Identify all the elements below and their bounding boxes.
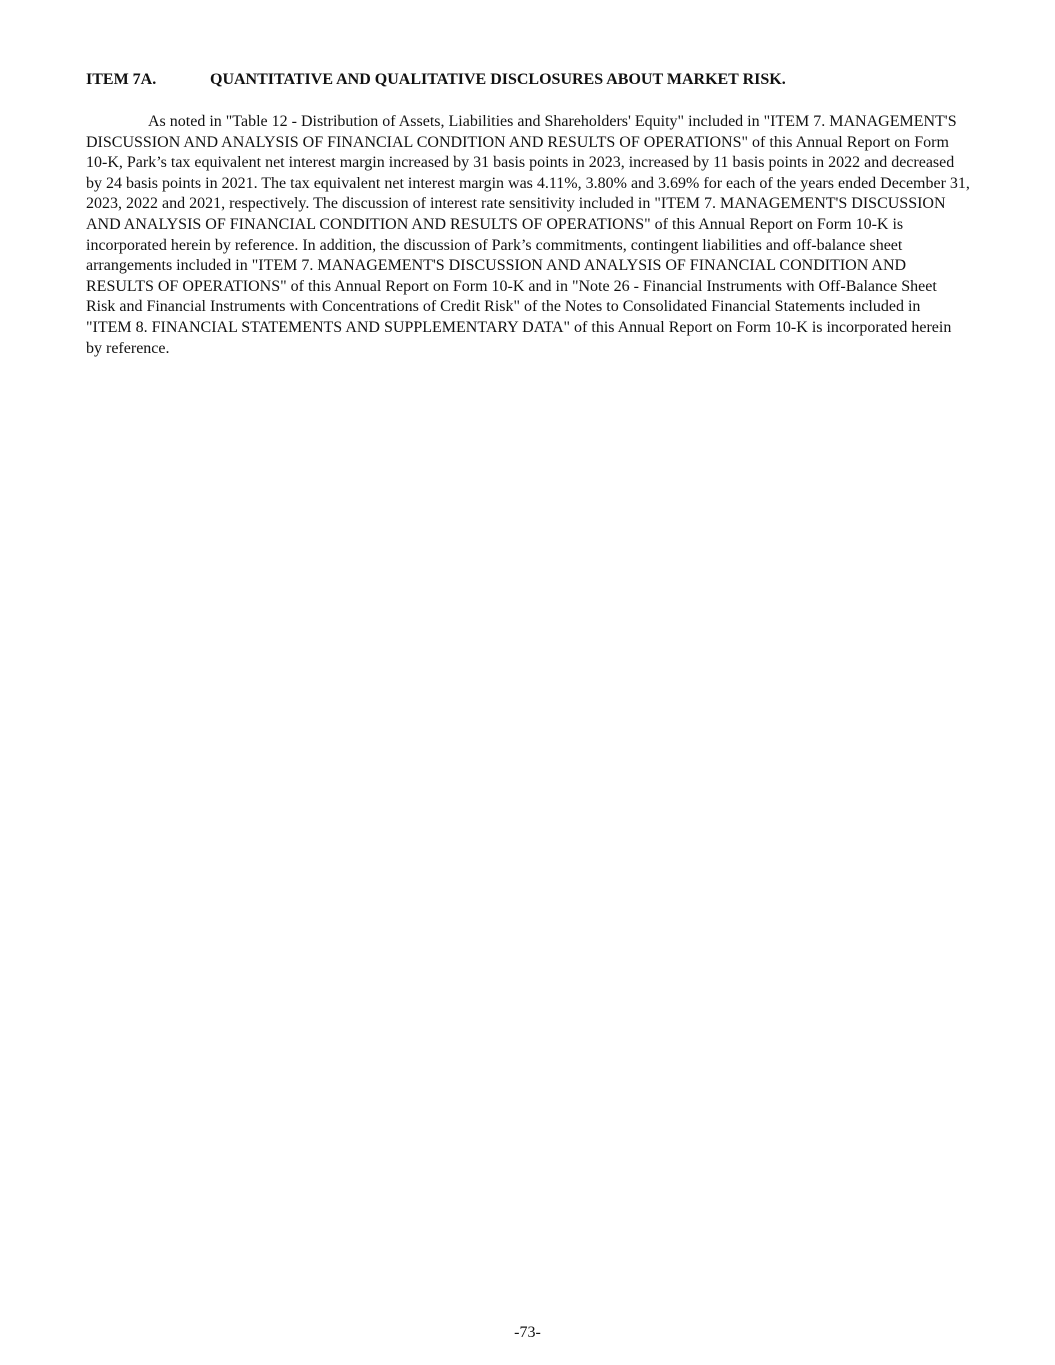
page-number: -73- (514, 1324, 541, 1341)
item-number: ITEM 7A. (86, 71, 157, 88)
item-title: QUANTITATIVE AND QUALITATIVE DISCLOSURES ABOUT MARKET RISK. (210, 71, 786, 88)
body-paragraph: As noted in "Table 12 - Distribution of Assets, Liabilities and Shareholders' Equity" included in "ITEM 7. MANAGEMENT'S DISCUSSION AND ANALYSIS OF FINANCIAL CONDITION AND RESULTS OF OPERATIONS" of this Annual Report on Form 10-K, Park’s tax equivalent net interest margin increased by 31 basis points in 2023, increased by 11 basis points in 2022 and decreased by 24 basis points in 2021. The tax equivalent net interest margin was 4.11%, 3.80% and 3.69% for each of the years ended December 31, 2023, 2022 and 2021, respectively. The discussion of interest rate sensitivity included in "ITEM 7. MANAGEMENT'S DISCUSSION AND ANALYSIS OF FINANCIAL CONDITION AND RESULTS OF OPERATIONS" of this Annual Report on Form 10-K is incorporated herein by reference. In addition, the discussion of Park’s commitments, contingent liabilities and off-balance sheet arrangements included in "ITEM 7. MANAGEMENT'S DISCUSSION AND ANALYSIS OF FINANCIAL CONDITION AND RESULTS OF OPERATIONS" of this Annual Report on Form 10-K and in "Note 26 - Financial Instruments with Off-Balance Sheet Risk and Financial Instruments with Concentrations of Credit Risk" of the Notes to Consolidated Financial Statements included in "ITEM 8. FINANCIAL STATEMENTS AND SUPPLEMENTARY DATA" of this Annual Report on Form 10-K is incorporated herein by reference. (86, 113, 970, 357)
item-heading (86, 70, 976, 90)
